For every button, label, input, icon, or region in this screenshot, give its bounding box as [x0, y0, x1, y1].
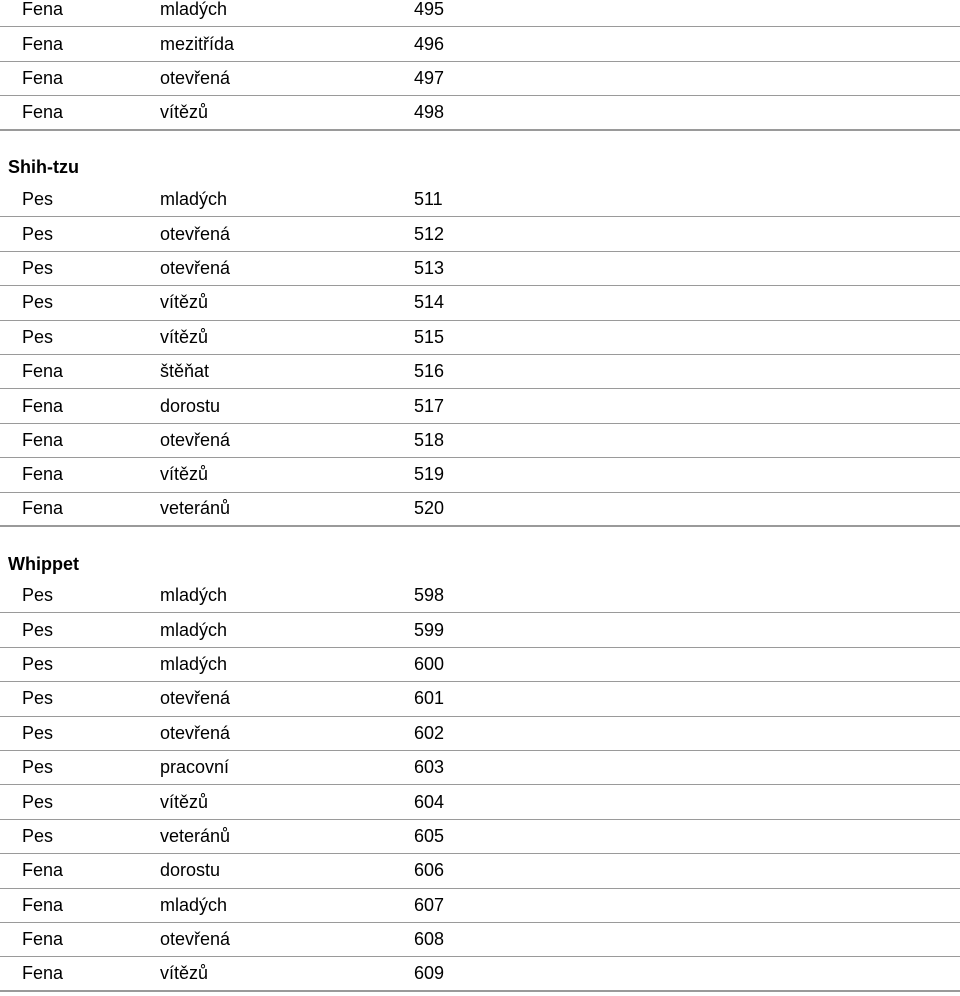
catalog-number-cell: 609 [414, 962, 445, 983]
entry-row [0, 889, 960, 923]
sex-cell: Pes [22, 757, 54, 778]
catalog-number-cell: 608 [414, 929, 445, 950]
sex-cell: Fena [22, 101, 64, 122]
catalog-number-cell: 511 [414, 189, 443, 210]
class-cell: vítězů [160, 464, 209, 485]
catalog-number-cell: 601 [414, 688, 445, 709]
class-cell: dorostu [160, 395, 221, 416]
catalog-number-cell: 515 [414, 326, 445, 347]
breed-section-continued [0, 0, 960, 131]
entry-row [0, 820, 960, 854]
class-cell: otevřená [160, 257, 231, 278]
sex-cell: Fena [22, 67, 64, 88]
catalog-number-cell: 599 [414, 619, 445, 640]
catalog-number-cell: 497 [414, 67, 445, 88]
entry-row [0, 923, 960, 957]
sex-cell: Fena [22, 361, 64, 382]
breed-section-whippet-rows [0, 579, 960, 992]
class-cell: otevřená [160, 429, 231, 450]
sex-cell: Pes [22, 292, 54, 313]
catalog-number-cell: 607 [414, 894, 445, 915]
catalog-number-cell: 598 [414, 585, 445, 606]
catalog-number-cell: 495 [414, 0, 445, 20]
entry-row [0, 252, 960, 286]
catalog-number-cell: 516 [414, 361, 445, 382]
entry-row [0, 389, 960, 423]
catalog-number-cell: 512 [414, 223, 445, 244]
sex-cell: Fena [22, 0, 64, 20]
class-cell: vítězů [160, 326, 209, 347]
entry-row [0, 717, 960, 751]
sex-cell: Pes [22, 189, 54, 210]
sex-cell: Fena [22, 395, 64, 416]
sex-cell: Fena [22, 464, 64, 485]
class-cell: mladých [160, 619, 228, 640]
entry-row [0, 424, 960, 458]
entry-row [0, 321, 960, 355]
entry-rows [0, 579, 960, 992]
sex-cell: Fena [22, 962, 64, 983]
entry-row [0, 613, 960, 647]
class-cell: mladých [160, 189, 228, 210]
sex-cell: Pes [22, 223, 54, 244]
entry-row [0, 579, 960, 613]
entry-row [0, 957, 960, 991]
entry-row [0, 682, 960, 716]
entry-row [0, 785, 960, 819]
class-cell: pracovní [160, 757, 230, 778]
entry-row [0, 751, 960, 785]
catalog-number-cell: 513 [414, 257, 445, 278]
class-cell: dorostu [160, 860, 221, 881]
sex-cell: Pes [22, 326, 54, 347]
catalog-number-cell: 604 [414, 791, 445, 812]
class-cell: mladých [160, 653, 228, 674]
sex-cell: Pes [22, 791, 54, 812]
entry-rows [0, 0, 960, 131]
class-cell: otevřená [160, 722, 231, 743]
class-cell: veteránů [160, 825, 231, 846]
class-cell: mladých [160, 894, 228, 915]
class-cell: štěňat [160, 361, 210, 382]
entry-rows [0, 183, 960, 527]
sex-cell: Pes [22, 619, 54, 640]
catalog-number-cell: 518 [414, 429, 445, 450]
class-cell: mladých [160, 585, 228, 606]
entry-row [0, 458, 960, 492]
catalog-number-cell: 602 [414, 722, 445, 743]
breed-heading: Shih-tzu [8, 157, 79, 177]
class-cell: mladých [160, 0, 228, 20]
catalog-number-cell: 606 [414, 860, 445, 881]
catalog-number-cell: 600 [414, 653, 445, 674]
sex-cell: Pes [22, 585, 54, 606]
entry-row [0, 648, 960, 682]
entry-row [0, 854, 960, 888]
catalog-number-cell: 498 [414, 101, 445, 122]
breed-heading: Whippet [8, 554, 79, 574]
class-cell: mezitřída [160, 33, 235, 54]
sex-cell: Pes [22, 653, 54, 674]
class-cell: otevřená [160, 223, 231, 244]
class-cell: veteránů [160, 498, 231, 519]
sex-cell: Fena [22, 33, 64, 54]
catalog-number-cell: 520 [414, 498, 445, 519]
sex-cell: Pes [22, 722, 54, 743]
catalog-number-cell: 603 [414, 757, 445, 778]
entry-row [0, 0, 960, 27]
entry-row [0, 62, 960, 96]
entry-row [0, 286, 960, 320]
sex-cell: Fena [22, 894, 64, 915]
sex-cell: Fena [22, 860, 64, 881]
catalog-number-cell: 496 [414, 33, 445, 54]
entry-row [0, 355, 960, 389]
catalog-number-cell: 519 [414, 464, 445, 485]
class-cell: vítězů [160, 791, 209, 812]
sex-cell: Fena [22, 929, 64, 950]
entry-row [0, 493, 960, 527]
class-cell: otevřená [160, 688, 231, 709]
sex-cell: Fena [22, 498, 64, 519]
class-cell: vítězů [160, 101, 209, 122]
class-cell: vítězů [160, 962, 209, 983]
sex-cell: Pes [22, 688, 54, 709]
entry-row [0, 27, 960, 61]
catalog-number-cell: 517 [414, 395, 445, 416]
sex-cell: Pes [22, 257, 54, 278]
class-cell: otevřená [160, 67, 231, 88]
catalog-number-cell: 605 [414, 825, 445, 846]
sex-cell: Fena [22, 429, 64, 450]
sex-cell: Pes [22, 825, 54, 846]
catalog-number-cell: 514 [414, 292, 445, 313]
class-cell: otevřená [160, 929, 231, 950]
entry-row [0, 96, 960, 130]
breed-section-shih-tzu-rows [0, 183, 960, 527]
entry-row [0, 183, 960, 217]
entry-row [0, 217, 960, 251]
class-cell: vítězů [160, 292, 209, 313]
